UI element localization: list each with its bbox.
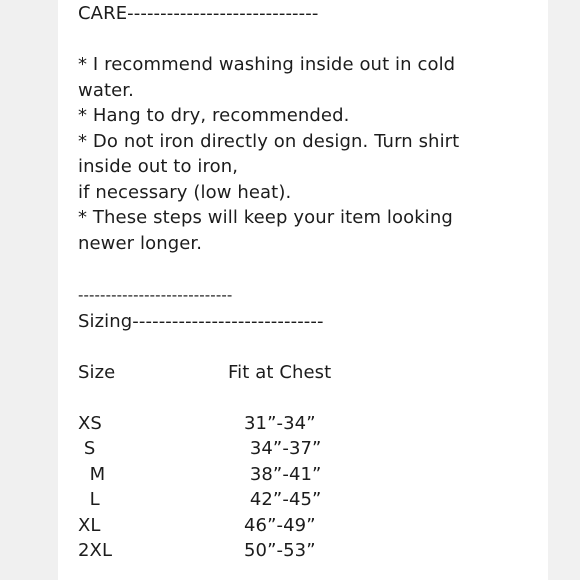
care-and-sizing-document bbox=[78, 0, 548, 564]
size-cell: L bbox=[78, 489, 100, 510]
spacer bbox=[78, 256, 548, 282]
size-cell: XL bbox=[78, 514, 101, 536]
sizing-heading: Sizing----------------------------- bbox=[78, 310, 324, 332]
spacer bbox=[78, 385, 548, 411]
table-row bbox=[78, 411, 548, 437]
size-cell: XS bbox=[78, 412, 102, 434]
right-margin bbox=[548, 0, 580, 580]
care-line: water. bbox=[78, 79, 134, 101]
left-margin bbox=[0, 0, 58, 580]
table-row bbox=[78, 462, 548, 488]
fit-cell: 46”-49” bbox=[244, 514, 316, 536]
size-cell: S bbox=[78, 438, 96, 459]
care-instructions bbox=[78, 52, 548, 256]
divider-line: ---------------------------- bbox=[78, 285, 233, 304]
fit-column-header: Fit at Chest bbox=[228, 361, 332, 383]
care-line: * Do not iron directly on design. Turn shirt bbox=[78, 130, 460, 152]
size-cell: M bbox=[78, 463, 106, 485]
fit-cell: 50”-53” bbox=[244, 540, 316, 561]
size-cell: 2XL bbox=[78, 540, 113, 561]
table-row bbox=[78, 487, 548, 513]
size-chart-header bbox=[78, 360, 548, 386]
care-line: if necessary (low heat). bbox=[78, 181, 292, 203]
fit-cell: 34”-37” bbox=[244, 438, 322, 459]
spacer bbox=[78, 27, 548, 53]
fit-cell: 38”-41” bbox=[244, 463, 322, 485]
care-line: inside out to iron, bbox=[78, 156, 239, 177]
care-line: * These steps will keep your item looking bbox=[78, 207, 453, 228]
care-line: * I recommend washing inside out in cold bbox=[78, 54, 456, 75]
fit-cell: 31”-34” bbox=[244, 412, 316, 434]
size-chart bbox=[78, 360, 548, 564]
table-row bbox=[78, 538, 548, 564]
size-column-header: Size bbox=[78, 361, 116, 383]
fit-cell: 42”-45” bbox=[244, 489, 322, 510]
table-row bbox=[78, 513, 548, 539]
care-heading: CARE----------------------------- bbox=[78, 3, 319, 24]
care-line: newer longer. bbox=[78, 232, 203, 254]
care-line: * Hang to dry, recommended. bbox=[78, 105, 350, 126]
spacer bbox=[78, 334, 548, 360]
table-row bbox=[78, 436, 548, 462]
